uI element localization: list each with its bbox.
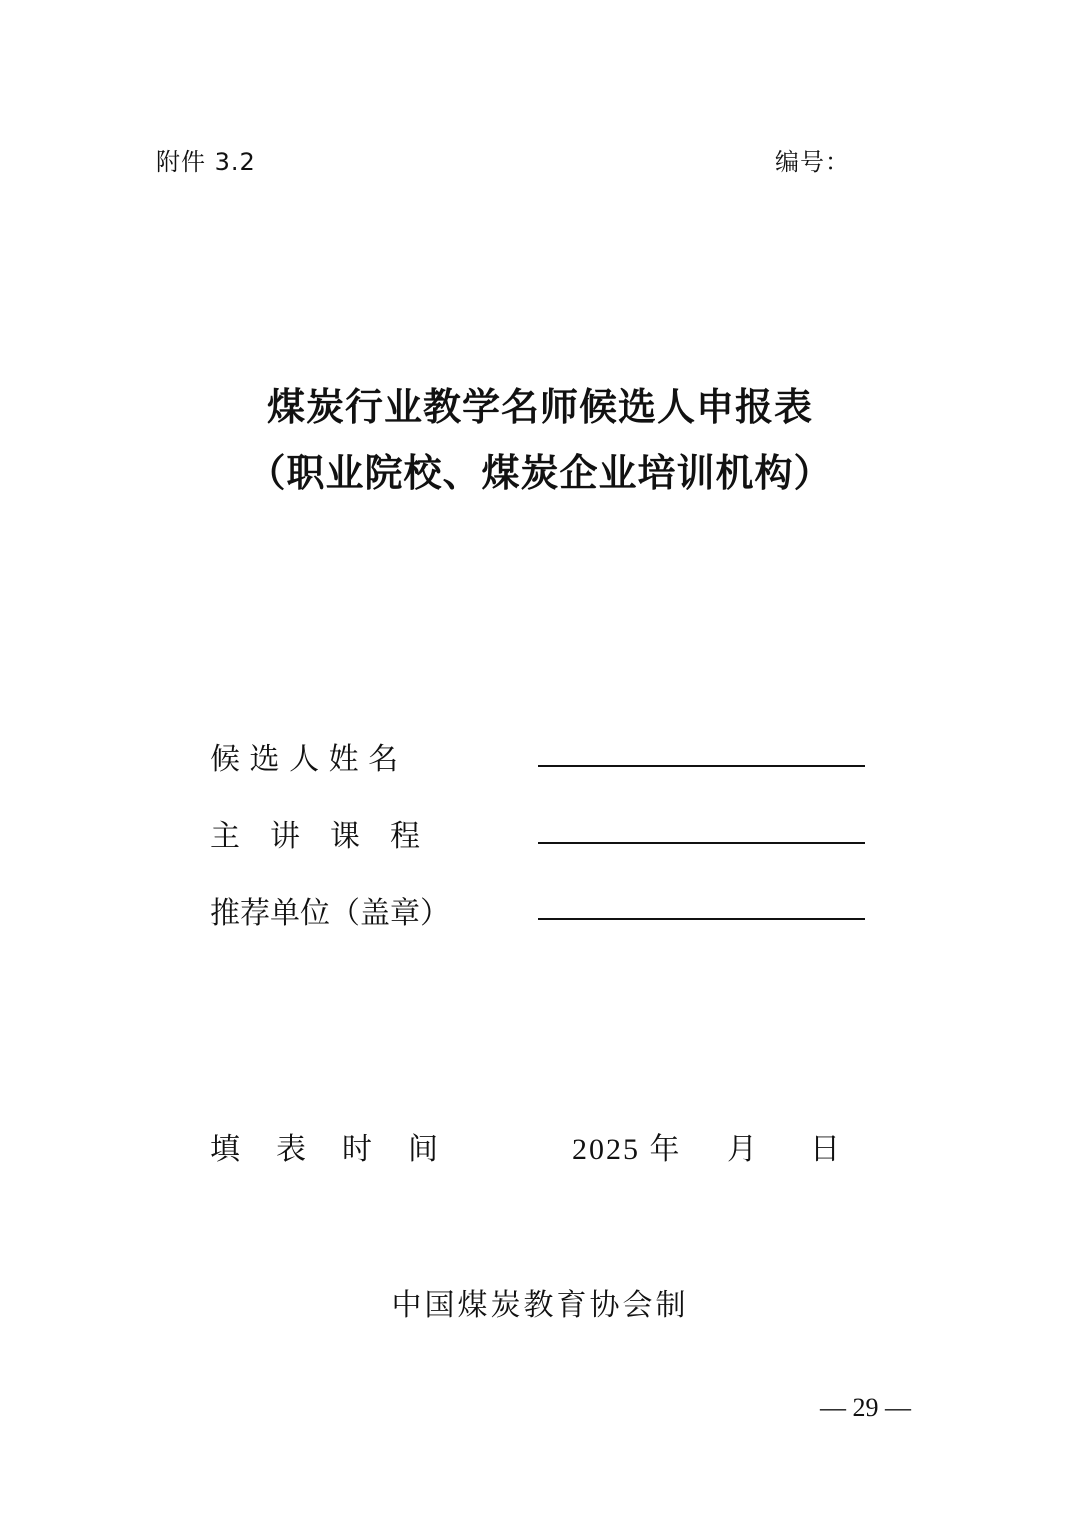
fill-date-label: 填表时间 bbox=[210, 1132, 474, 1167]
issuer-text: 中国煤炭教育协会制 bbox=[391, 1288, 689, 1323]
page-number: — 29 — bbox=[820, 1393, 911, 1422]
fill-date-year: 2025 年 bbox=[572, 1133, 682, 1166]
candidate-name-label: 候 选 人 姓 名 bbox=[210, 742, 399, 777]
fill-date-month: 月 bbox=[727, 1132, 757, 1167]
form-title: 煤炭行业教学名师候选人申报表 bbox=[266, 385, 813, 429]
attachment-label: 附件 3.2 bbox=[156, 148, 256, 176]
recommending-unit-label: 推荐单位（盖章） bbox=[210, 896, 450, 931]
form-subtitle: （职业院校、煤炭企业培训机构） bbox=[247, 451, 833, 495]
recommending-unit-field[interactable] bbox=[538, 918, 865, 920]
serial-number-label: 编号： bbox=[775, 148, 850, 176]
main-course-field[interactable] bbox=[538, 842, 865, 844]
main-course-label: 主 讲 课 程 bbox=[210, 819, 420, 854]
fill-date-day: 日 bbox=[810, 1132, 840, 1167]
candidate-name-field[interactable] bbox=[538, 765, 865, 767]
